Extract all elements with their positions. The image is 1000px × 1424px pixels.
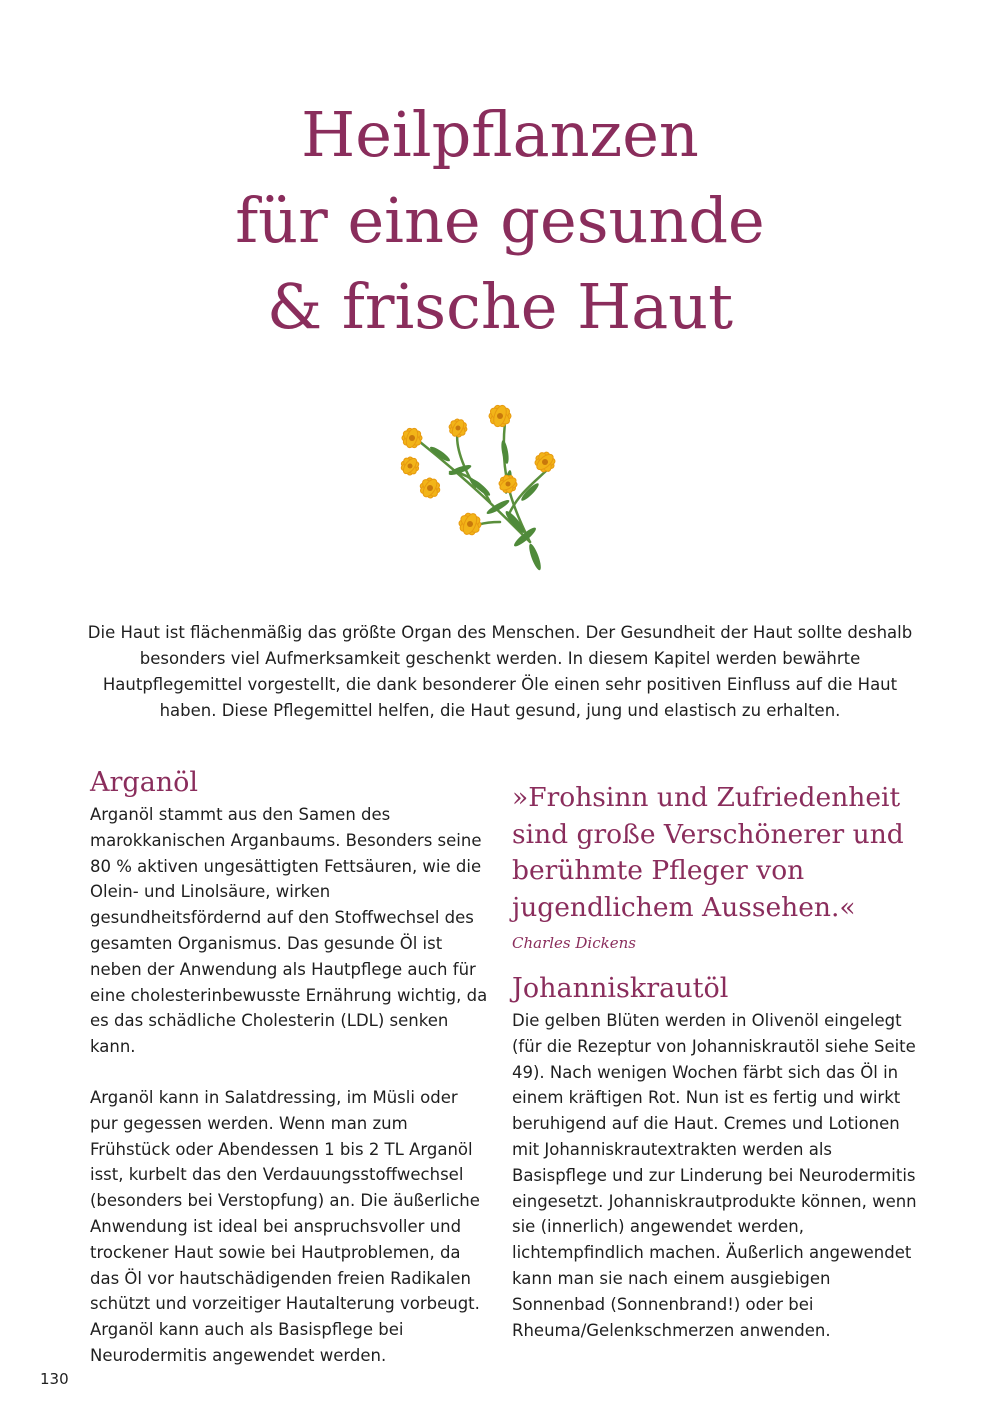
title-line-2: für eine gesunde bbox=[235, 184, 765, 257]
title-line-3: & frische Haut bbox=[266, 270, 734, 343]
quote-author: Charles Dickens bbox=[512, 934, 636, 952]
left-column bbox=[90, 766, 490, 1369]
title-line-1: Heilpflanzen bbox=[301, 98, 699, 171]
intro-text: Die Haut ist flächenmäßig das größte Organ des Menschen. Der Gesundheit der Haut sollte deshalb besonders viel Aufmerksamkeit geschenkt werden. In diesem Kapitel werden bewährte Hautpflegemittel vorgestellt, die dank besonderer Öle einen sehr positiven Einfluss auf die Haut haben. Diese Pflegemittel helfen, die Haut gesund, jung und elastisch zu erhalten. bbox=[87, 623, 913, 720]
st-johns-wort-flower-icon bbox=[380, 392, 570, 572]
arganoel-paragraph-2: Arganöl kann in Salatdressing, im Müsli oder pur gegessen werden. Wenn man zum Frühstück oder Abendessen 1 bis 2 TL Arganöl isst, kurbelt das den Verdauungsstoffwechsel (besonders bei Verstopfung) an. Die äußerliche Anwendung ist ideal bei anspruchsvoller und trockener Haut sowie bei Hautproblemen, da das Öl vor hautschädigenden freien Radikalen schützt und vorzeitiger Hautalterung vorbeugt. Arganöl kann auch als Basispflege bei Neurodermitis angewendet werden. bbox=[90, 1087, 480, 1365]
page-title bbox=[0, 92, 1000, 350]
arganoel-paragraph-1: Arganöl stammt aus den Samen des marokkanischen Arganbaums. Besonders seine 80 % aktiven ungesättigten Fettsäuren, wie die Olein- und Linolsäure, wirken gesundheitsfördernd auf den Stoffwechsel des gesamten Organismus. Das gesunde Öl ist neben der Anwendung als Hautpflege auch für eine cholesterinbewusste Ernährung wichtig, da es das schädliche Cholesterin (LDL) senken kann. bbox=[90, 805, 488, 1057]
section-heading-johanniskrautoel: Johanniskrautöl bbox=[512, 973, 729, 1004]
johanniskrautoel-paragraph: Die gelben Blüten werden in Olivenöl eingelegt (für die Rezeptur von Johanniskrautöl siehe Seite 49). Nach wenigen Wochen färbt sich das Öl in einem kräftigen Rot. Nun ist es fertig und wirkt beruhigend auf die Haut. Cremes und Lotionen mit Johanniskrautextrakten werden als Basispflege und zur Linderung bei Neurodermitis eingesetzt. Johanniskrautprodukte können, wenn sie (innerlich) angewendet werden, lichtempfindlich machen. Äußerlich angewendet kann man sie nach einem ausgiebigen Sonnenbad (Sonnenbrand!) oder bei Rheuma/Gelenkschmerzen anwenden. bbox=[512, 1011, 917, 1340]
quote-text: »Frohsinn und Zufriedenheit sind große Verschönerer und berühmte Pfleger von jugendlichem Aussehen.« bbox=[512, 782, 904, 923]
right-column bbox=[512, 766, 917, 1343]
section-heading-arganoel: Arganöl bbox=[90, 767, 199, 798]
page-number: 130 bbox=[40, 1370, 69, 1388]
